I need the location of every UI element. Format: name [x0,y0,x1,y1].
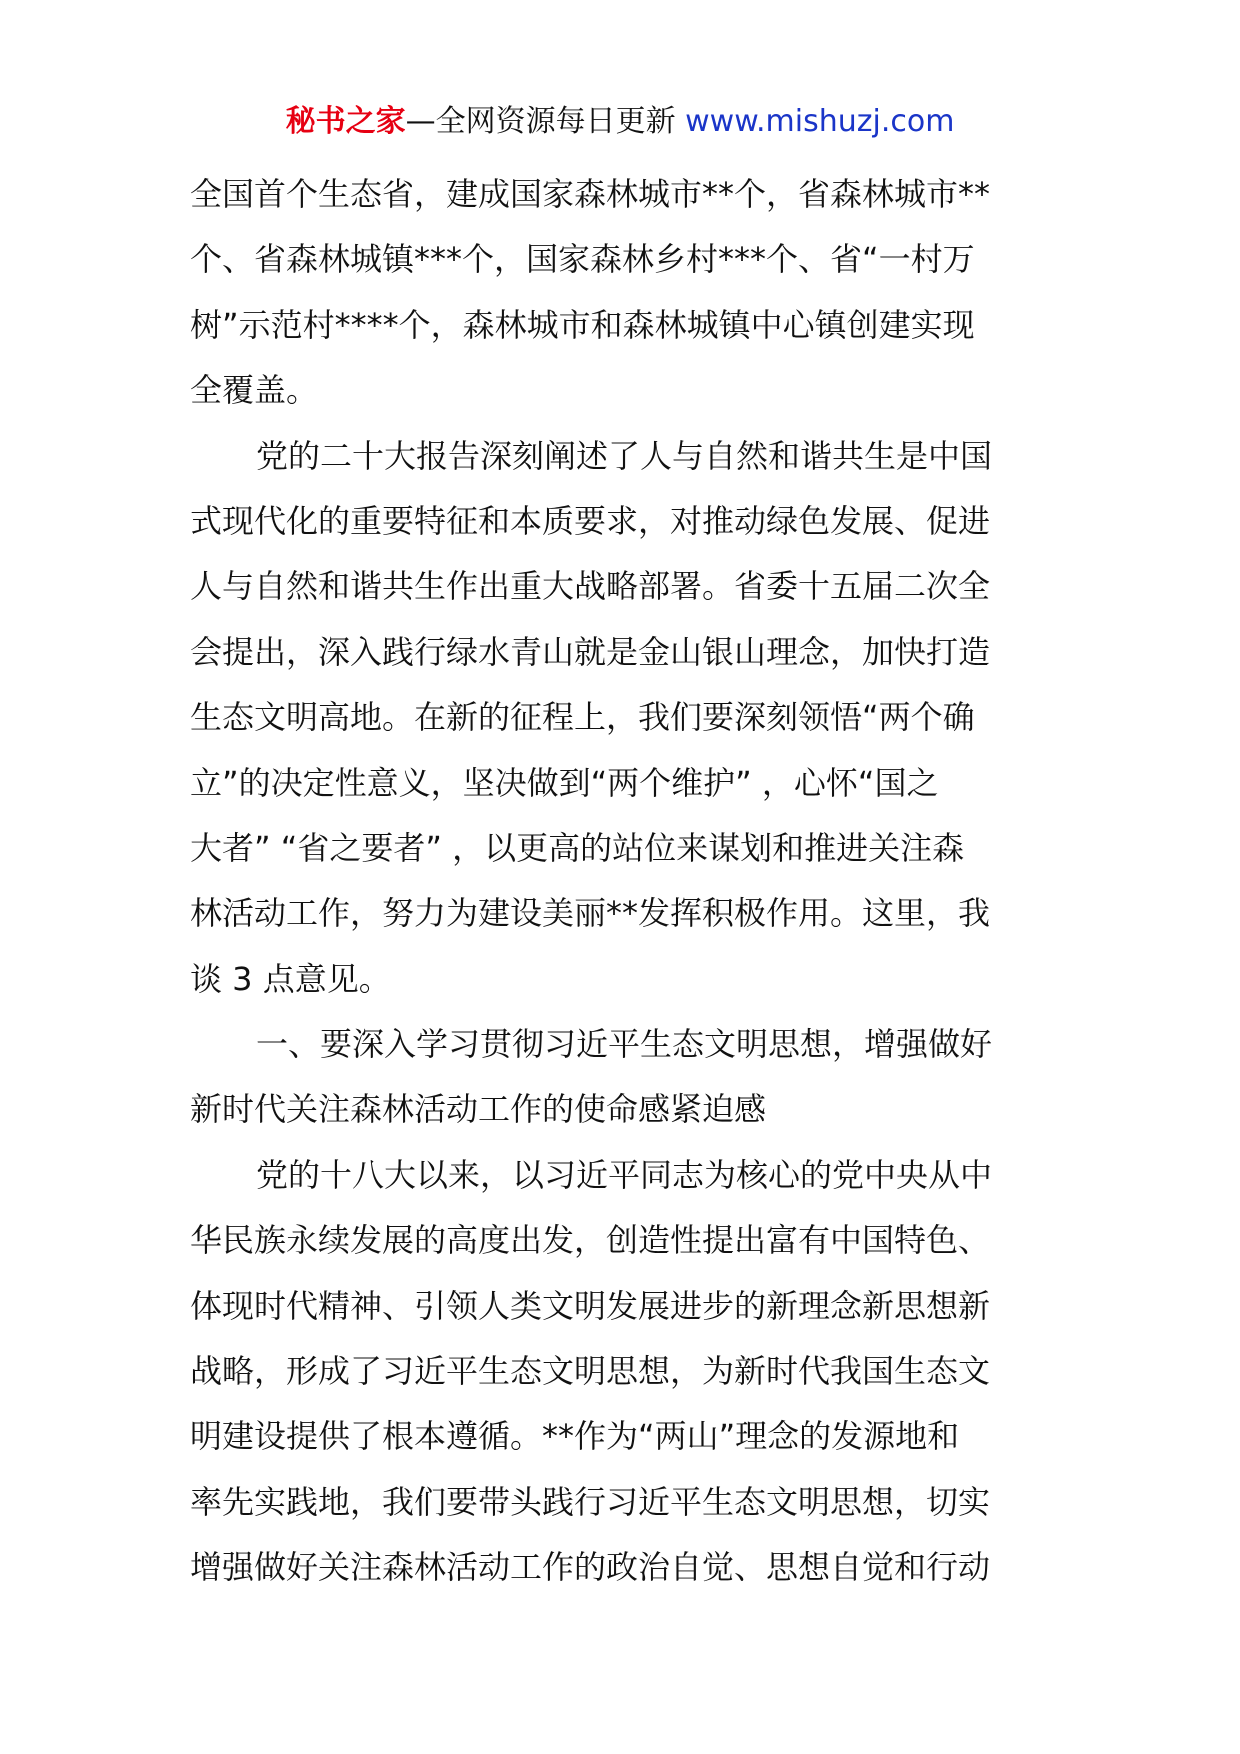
text-line: 大者” “省之要者” ，以更高的站位来谋划和推进关注森 [190,828,965,867]
text-line: 会提出，深入践行绿水青山就是金山银山理念，加快打造 [190,632,991,671]
text-line: 立”的决定性意义，坚决做到“两个维护” ，心怀“国之 [190,763,939,802]
text-line: 个、省森林城镇***个，国家森林乡村***个、省“一村万 [190,240,975,279]
page-header [0,100,1240,144]
text-line: 生态文明高地。在新的征程上，我们要深刻领悟“两个确 [190,698,975,737]
text-line: 党的十八大以来，以习近平同志为核心的党中央从中 [256,1155,993,1194]
text-line: 一、要深入学习贯彻习近平生态文明思想，增强做好 [256,1025,993,1064]
text-line: 式现代化的重要特征和本质要求，对推动绿色发展、促进 [190,501,991,540]
text-line: 全国首个生态省，建成国家森林城市**个，省森林城市** [190,175,991,213]
text-line: 新时代关注森林活动工作的使命感紧迫感 [190,1090,767,1129]
site-url-link[interactable]: www.mishuzj.com [685,104,955,139]
text-line: 谈 3 点意见。 [190,959,391,998]
brand-name: 秘书之家 [285,104,406,139]
text-line: 全覆盖。 [190,371,319,410]
text-line: 人与自然和谐共生作出重大战略部署。省委十五届二次全 [190,567,991,606]
text-line: 明建设提供了根本遵循。**作为“两山”理念的发源地和 [190,1417,960,1456]
text-line: 党的二十大报告深刻阐述了人与自然和谐共生是中国 [256,436,993,475]
text-line: 树”示范村****个，森林城市和森林城镇中心镇创建实现 [190,305,975,344]
header-tagline: —全网资源每日更新 [405,104,676,139]
text-line: 增强做好关注森林活动工作的政治自觉、思想自觉和行动 [190,1548,991,1587]
text-line: 林活动工作，努力为建设美丽**发挥积极作用。这里，我 [190,894,991,933]
text-line: 战略，形成了习近平生态文明思想，为新时代我国生态文 [190,1352,991,1391]
document-body [190,162,1034,1601]
text-line: 率先实践地，我们要带头践行习近平生态文明思想，切实 [190,1482,991,1521]
text-line: 体现时代精神、引领人类文明发展进步的新理念新思想新 [190,1286,991,1325]
text-line: 华民族永续发展的高度出发，创造性提出富有中国特色、 [190,1221,991,1260]
